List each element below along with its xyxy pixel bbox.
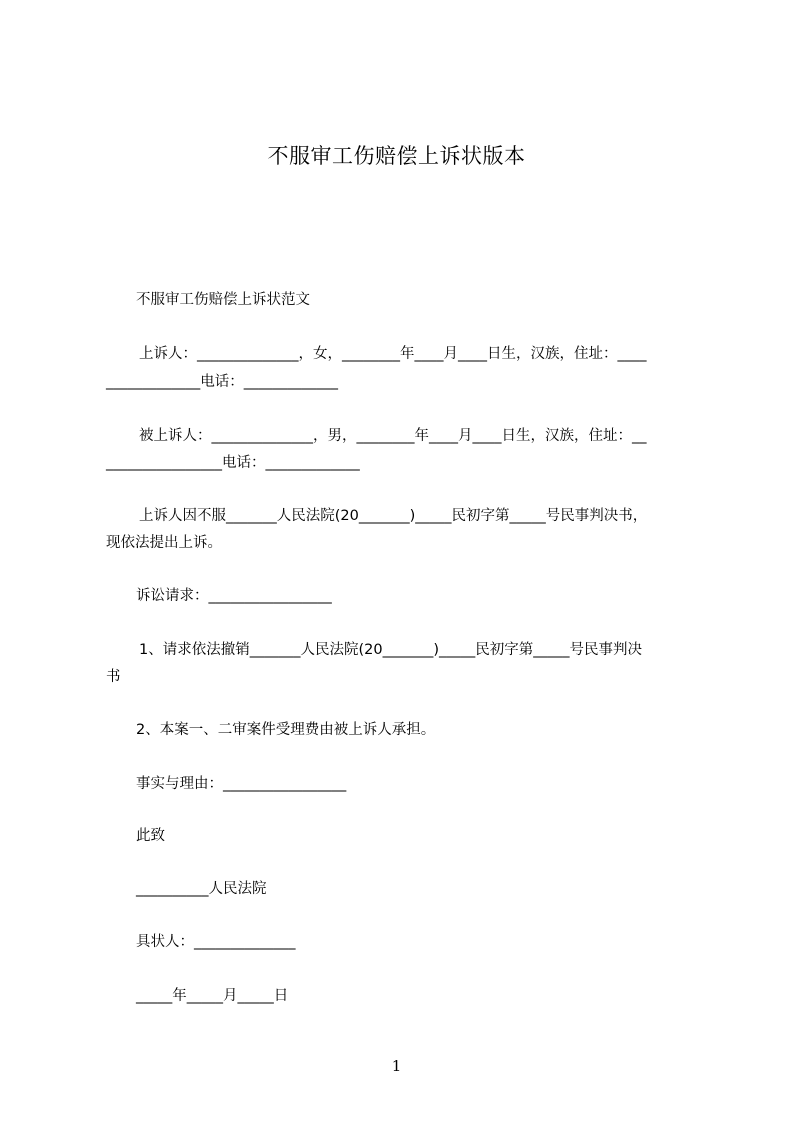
appellee-line-1: 被上诉人：______________，男，________年____月____日生，汉族，住址：__ (139, 428, 647, 444)
claim-1-line-1: 1、请求依法撤销_______人民法院(20_______)_____民初字第_____号民事判决 (139, 642, 642, 658)
salutation: 此致 (136, 828, 165, 844)
document-title: 不服审工伤赔偿上诉状版本 (267, 144, 526, 168)
date-line: _____年_____月_____日 (136, 988, 289, 1004)
document-subtitle: 不服审工伤赔偿上诉状范文 (136, 292, 310, 308)
claim-2: 2、本案一、二审案件受理费由被上诉人承担。 (136, 722, 436, 738)
reason-line-1: 上诉人因不服_______人民法院(20_______)_____民初字第_____号民事判决书， (139, 508, 648, 524)
facts-label: 事实与理由：_________________ (136, 776, 347, 792)
signer: 具状人：______________ (136, 934, 296, 950)
claim-1-line-2: 书 (106, 669, 121, 685)
appellant-line-1: 上诉人：______________，女，________年____月____日生，汉族，住址：____ (139, 346, 647, 362)
appellant-line-2: _____________电话：_____________ (106, 374, 338, 390)
reason-line-2: 现依法提出上诉。 (106, 535, 222, 551)
appellee-line-2: ________________电话：_____________ (106, 455, 360, 471)
claims-label: 诉讼请求：_________________ (136, 588, 332, 604)
court-name: __________人民法院 (136, 881, 267, 897)
page-number: 1 (391, 1057, 402, 1075)
